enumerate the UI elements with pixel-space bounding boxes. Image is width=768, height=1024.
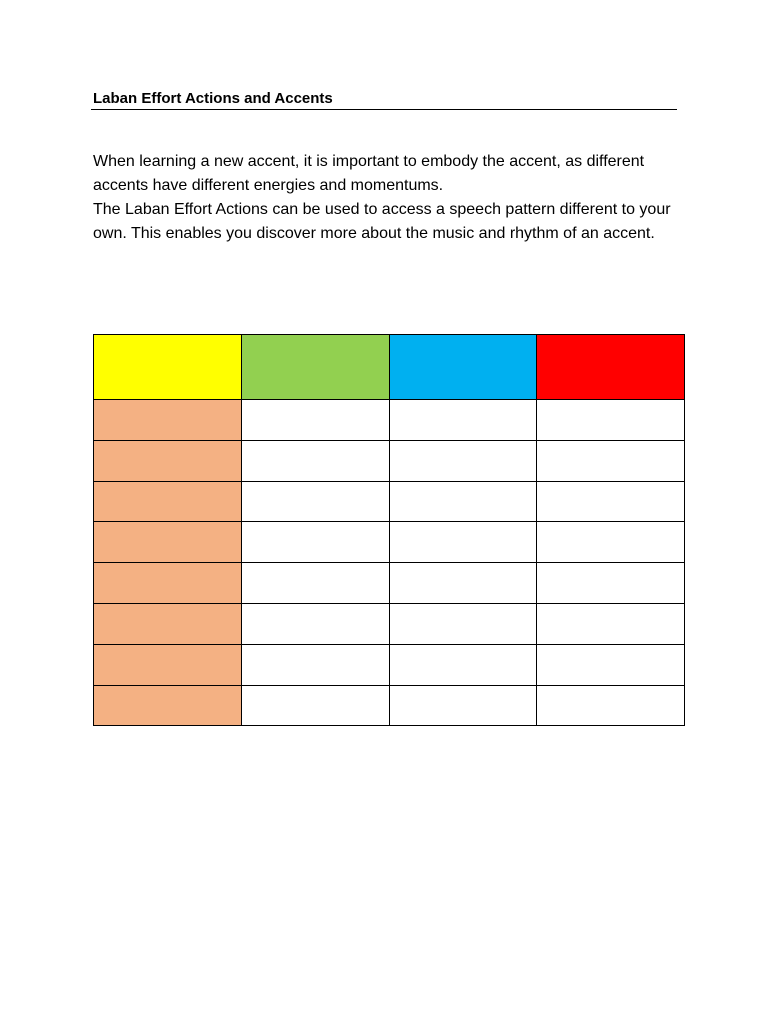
table-cell (537, 400, 685, 441)
row-label-cell (94, 400, 242, 441)
intro-paragraph-1: When learning a new accent, it is important to embody the accent, as different accents have different energies and momentums. (93, 153, 645, 194)
table-cell (241, 522, 389, 563)
table-cell (241, 603, 389, 644)
row-label-cell (94, 522, 242, 563)
table-row (94, 400, 685, 441)
table-cell (537, 440, 685, 481)
table-cell (389, 400, 537, 441)
table-cell (389, 644, 537, 685)
title-underline (91, 109, 677, 110)
table-cell (389, 522, 537, 563)
table-row (94, 603, 685, 644)
header-cell-red (537, 335, 685, 400)
table-cell (389, 481, 537, 522)
page-title: Laban Effort Actions and Accents (93, 90, 333, 107)
intro-paragraph-2: The Laban Effort Actions can be used to access a speech pattern different to your own. This enables you discover more about the music and rhythm of an accent. (93, 201, 671, 242)
row-label-cell (94, 603, 242, 644)
table-cell (389, 563, 537, 604)
header-cell-blue (389, 335, 537, 400)
intro-text (93, 150, 693, 246)
row-label-cell (94, 563, 242, 604)
row-label-cell (94, 685, 242, 726)
row-label-cell (94, 440, 242, 481)
table-cell (241, 563, 389, 604)
table-cell (537, 644, 685, 685)
table-row (94, 440, 685, 481)
table-row (94, 644, 685, 685)
header-cell-yellow (94, 335, 242, 400)
table-cell (537, 685, 685, 726)
table-row (94, 563, 685, 604)
table-cell (389, 685, 537, 726)
table-header-row (94, 335, 685, 400)
table-row (94, 481, 685, 522)
effort-actions-table (93, 334, 685, 726)
table-cell (537, 522, 685, 563)
table-cell (537, 603, 685, 644)
table-cell (241, 400, 389, 441)
table-cell (241, 644, 389, 685)
row-label-cell (94, 644, 242, 685)
table-cell (241, 685, 389, 726)
table-cell (537, 481, 685, 522)
table-cell (537, 563, 685, 604)
table-row (94, 522, 685, 563)
table-cell (389, 440, 537, 481)
table-cell (241, 481, 389, 522)
row-label-cell (94, 481, 242, 522)
table-row (94, 685, 685, 726)
table-cell (241, 440, 389, 481)
header-cell-green (241, 335, 389, 400)
table-cell (389, 603, 537, 644)
